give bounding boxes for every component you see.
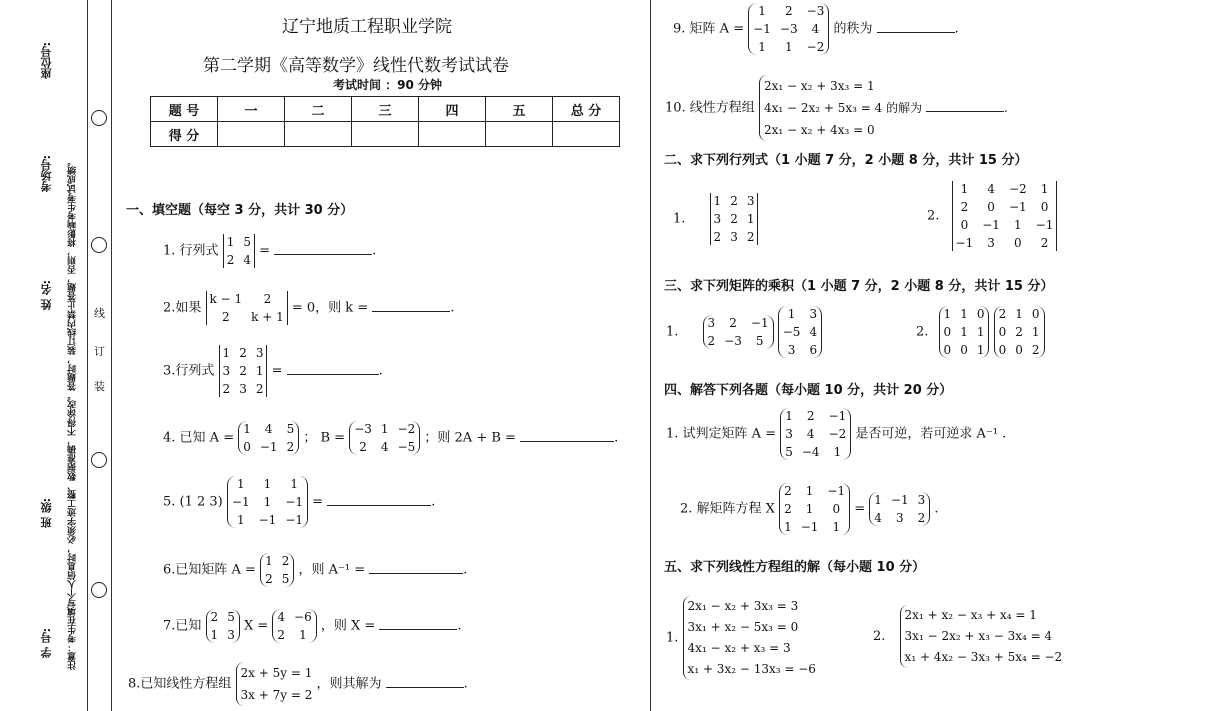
score-cell: 一 bbox=[218, 97, 285, 122]
question-10 bbox=[665, 75, 1008, 141]
section-4-q1 bbox=[666, 408, 1006, 460]
school-name: 辽宁地质工程职业学院 bbox=[282, 17, 452, 37]
answer-blank[interactable] bbox=[372, 299, 450, 312]
score-value-row bbox=[151, 122, 620, 147]
equation: 2x₁ − x₂ + 3x₃ = 1 bbox=[763, 79, 875, 93]
score-input-cell[interactable] bbox=[419, 122, 486, 147]
equation-system bbox=[683, 596, 816, 680]
matrix: 2 1 0 0 2 1 0 0 2 bbox=[994, 306, 1045, 358]
question-8-text: 8.已知线性方程组 bbox=[128, 676, 232, 692]
room-label: 考场号: bbox=[40, 155, 53, 193]
matrix: 1 1 0 0 1 1 0 0 1 bbox=[939, 306, 990, 358]
question-text: 1. 试判定矩阵 A = bbox=[666, 426, 777, 442]
item-number: 1. bbox=[673, 211, 686, 227]
binding-hole bbox=[91, 452, 107, 468]
section-2-q1 bbox=[673, 193, 758, 245]
equation-system bbox=[900, 605, 1063, 668]
question-9: 9. 矩阵 A = 1 2 −3 −1 −3 4 1 1 −2 的秩为 . bbox=[673, 4, 959, 54]
score-input-cell[interactable] bbox=[218, 122, 285, 147]
question-8-tail: ，则其解为 bbox=[316, 676, 382, 692]
binding-mark: 订 bbox=[94, 345, 105, 358]
section-5-q1 bbox=[666, 596, 816, 680]
answer-blank[interactable] bbox=[274, 242, 372, 255]
score-cell: 二 bbox=[285, 97, 352, 122]
binding-hole bbox=[91, 237, 107, 253]
answer-blank[interactable] bbox=[877, 20, 955, 33]
determinant: 1 2 3 3 2 1 2 3 2 bbox=[710, 193, 759, 245]
answer-blank[interactable] bbox=[379, 617, 457, 630]
question-9-tail: 的秩为 bbox=[833, 21, 873, 37]
item-number: 2. bbox=[873, 629, 886, 644]
seat-label: 座位号: bbox=[40, 42, 53, 80]
score-input-cell[interactable] bbox=[352, 122, 419, 147]
item-number: 1. bbox=[666, 324, 679, 340]
equation: 4x₁ − x₂ + x₃ = 3 bbox=[687, 641, 791, 655]
equation: 2x₁ − x₂ + 4x₃ = 0 bbox=[763, 123, 875, 137]
sid-label: 学 号: bbox=[40, 628, 53, 659]
section-5-q2 bbox=[873, 605, 1062, 668]
score-input-cell[interactable] bbox=[553, 122, 620, 147]
matrix: 3 2 −1 2 −3 5 bbox=[703, 315, 774, 349]
question-8: 8.已知线性方程组 2x + 5y = 1 3x + 7y = 2 ，则其解为 . bbox=[128, 662, 468, 706]
item-number: 1. bbox=[666, 630, 679, 646]
question-5-text: 5. (1 2 3) bbox=[163, 494, 223, 510]
matrix: 1 2 −3 −1 −3 4 1 1 −2 bbox=[748, 3, 829, 55]
score-input-cell[interactable] bbox=[285, 122, 352, 147]
question-4-text: 4. 已知 A = bbox=[163, 430, 235, 446]
question-text: 2. 解矩阵方程 X bbox=[680, 501, 775, 517]
section-3-title: 三、求下列矩阵的乘积（1 小题 7 分，2 小题 8 分，共计 15 分） bbox=[664, 279, 1054, 294]
equation: 3x + 7y = 2 bbox=[240, 688, 313, 702]
item-number: 2. bbox=[927, 208, 940, 224]
binding-notice: 注意：考生在填写个人信息时，必须字迹工整、数据准确，不得涂改。答题时，装订线内禁止答题，否则，将影响考生考试成绩。 bbox=[68, 157, 78, 670]
question-4: 4. 已知 A = 1 4 5 0 −1 2 ； B = −3 1 −2 2 4 −5 ；则 2A + B = . bbox=[163, 422, 619, 454]
question-tail: 是否可逆，若可逆求 A⁻¹ . bbox=[855, 426, 1007, 442]
matrix: 1 2 −1 3 4 −2 5 −4 1 bbox=[780, 408, 851, 460]
score-cell: 题 号 bbox=[151, 97, 218, 122]
answer-blank[interactable] bbox=[386, 675, 464, 688]
section-4-title: 四、解答下列各题（每小题 10 分，共计 20 分） bbox=[664, 383, 953, 398]
score-cell: 五 bbox=[486, 97, 553, 122]
question-1: 1. 行列式 1 5 2 4 = . bbox=[163, 235, 377, 267]
matrix: 4 −6 2 1 bbox=[272, 609, 316, 643]
question-1-text: 1. 行列式 bbox=[163, 243, 219, 259]
score-table bbox=[150, 96, 620, 147]
determinant: 1 2 3 3 2 1 2 3 2 bbox=[219, 345, 268, 397]
binding-hole bbox=[91, 582, 107, 598]
section-1-title: 一、填空题（每空 3 分，共计 30 分） bbox=[126, 203, 354, 218]
name-label: 姓 名: bbox=[40, 280, 53, 311]
matrix: 1 3 −5 4 3 6 bbox=[778, 306, 822, 358]
answer-blank[interactable] bbox=[369, 561, 463, 574]
score-cell: 四 bbox=[419, 97, 486, 122]
matrix: 2 5 1 3 bbox=[206, 609, 240, 643]
section-5-title: 五、求下列线性方程组的解（每小题 10 分） bbox=[664, 560, 926, 575]
binding-line-left bbox=[87, 0, 88, 711]
answer-blank[interactable] bbox=[327, 493, 431, 506]
answer-blank[interactable] bbox=[926, 99, 1004, 112]
score-cell: 三 bbox=[352, 97, 419, 122]
section-2-title: 二、求下列行列式（1 小题 7 分，2 小题 8 分，共计 15 分） bbox=[664, 153, 1028, 168]
matrix: 2 1 −1 2 1 0 1 −1 1 bbox=[779, 483, 850, 535]
binding-mark: 装 bbox=[94, 380, 105, 393]
equation: 3x₁ − 2x₂ + x₃ − 3x₄ = 4 bbox=[904, 629, 1053, 643]
question-7: 7.已知 2 5 1 3 X = 4 −6 2 1 ，则 X = . bbox=[163, 610, 462, 642]
question-10-tail: = 4 的解为 bbox=[860, 101, 923, 115]
equation: 2x₁ − x₂ + 3x₃ = 3 bbox=[687, 599, 799, 613]
matrix: 1 4 5 0 −1 2 bbox=[238, 421, 299, 455]
score-cell: 总 分 bbox=[553, 97, 620, 122]
score-cell: 得 分 bbox=[151, 122, 218, 147]
matrix: 1 −1 3 4 3 2 bbox=[869, 492, 930, 526]
page-divider bbox=[650, 0, 651, 711]
equation-system bbox=[236, 662, 313, 706]
equation: x₁ + 3x₂ − 13x₃ = −6 bbox=[687, 662, 816, 676]
section-3-q2 bbox=[916, 306, 1045, 358]
section-4-q2: 2. 解矩阵方程 X 2 1 −1 2 1 0 1 −1 1 = 1 −1 3 4 3 2 . bbox=[680, 484, 939, 534]
question-10-text: 10. 线性方程组 bbox=[665, 100, 755, 116]
question-6-tail: ，则 A⁻¹ = bbox=[298, 562, 366, 578]
equation: 4x₁ − 2x₂ + 5x₃ bbox=[763, 101, 857, 115]
item-number: 2. bbox=[916, 324, 929, 340]
score-header-row bbox=[151, 97, 620, 122]
question-9-text: 9. 矩阵 A = bbox=[673, 21, 745, 37]
exam-title: 第二学期《高等数学》线性代数考试试卷 bbox=[203, 56, 509, 76]
question-7-tail: ，则 X = bbox=[320, 618, 376, 634]
determinant: k − 1 2 2 k + 1 bbox=[206, 291, 288, 325]
matrix: 1 2 2 5 bbox=[260, 553, 294, 587]
binding-mark: 线 bbox=[94, 307, 105, 320]
determinant: 1 5 2 4 bbox=[223, 234, 255, 268]
question-2-text: 2.如果 bbox=[163, 300, 202, 316]
matrix: −3 1 −2 2 4 −5 bbox=[349, 421, 420, 455]
question-3: 3.行列式 1 2 3 3 2 1 2 3 2 = . bbox=[163, 346, 383, 396]
answer-blank[interactable] bbox=[287, 362, 379, 375]
class-label: 班 级: bbox=[40, 498, 53, 529]
question-6: 6.已知矩阵 A = 1 2 2 5 ，则 A⁻¹ = . bbox=[163, 554, 468, 586]
equation: 2x₁ + x₂ − x₃ + x₄ = 1 bbox=[904, 608, 1037, 622]
question-2-tail: = 0，则 k = bbox=[291, 300, 369, 316]
score-input-cell[interactable] bbox=[486, 122, 553, 147]
question-3-text: 3.行列式 bbox=[163, 363, 215, 379]
section-3-q1 bbox=[666, 306, 822, 358]
binding-line-right bbox=[111, 0, 112, 711]
question-4-b: ； B = bbox=[303, 430, 346, 446]
equation: x₁ + 4x₂ − 3x₃ + 5x₄ = −2 bbox=[904, 650, 1063, 664]
question-2: 2.如果 k − 1 2 2 k + 1 = 0，则 k = . bbox=[163, 292, 455, 324]
binding-hole bbox=[91, 110, 107, 126]
equation: 3x₁ + x₂ − 5x₃ = 0 bbox=[687, 620, 799, 634]
equation: 2x + 5y = 1 bbox=[240, 666, 313, 680]
question-7-text: 7.已知 bbox=[163, 618, 202, 634]
answer-blank[interactable] bbox=[520, 429, 614, 442]
matrix: 1 1 1 −1 1 −1 1 −1 −1 bbox=[227, 476, 308, 528]
question-4-c: ；则 2A + B = bbox=[424, 430, 516, 446]
question-7-x: X = bbox=[243, 618, 269, 634]
question-6-text: 6.已知矩阵 A = bbox=[163, 562, 256, 578]
equation-system: 2x₁ − x₂ + 3x₃ = 1 4x₁ − 2x₂ + 5x₃ = 4 的解为 . 2x₁ − x₂ + 4x₃ = 0 bbox=[759, 75, 1008, 141]
section-2-q2 bbox=[927, 181, 1057, 251]
question-5: 5. (1 2 3) 1 1 1 −1 1 −1 1 −1 −1 = . bbox=[163, 477, 436, 527]
determinant: 1 4 −2 1 2 0 −1 0 0 −1 1 −1 −1 3 0 2 bbox=[952, 181, 1058, 251]
exam-time: 考试时间 ：90 分钟 bbox=[333, 78, 443, 92]
